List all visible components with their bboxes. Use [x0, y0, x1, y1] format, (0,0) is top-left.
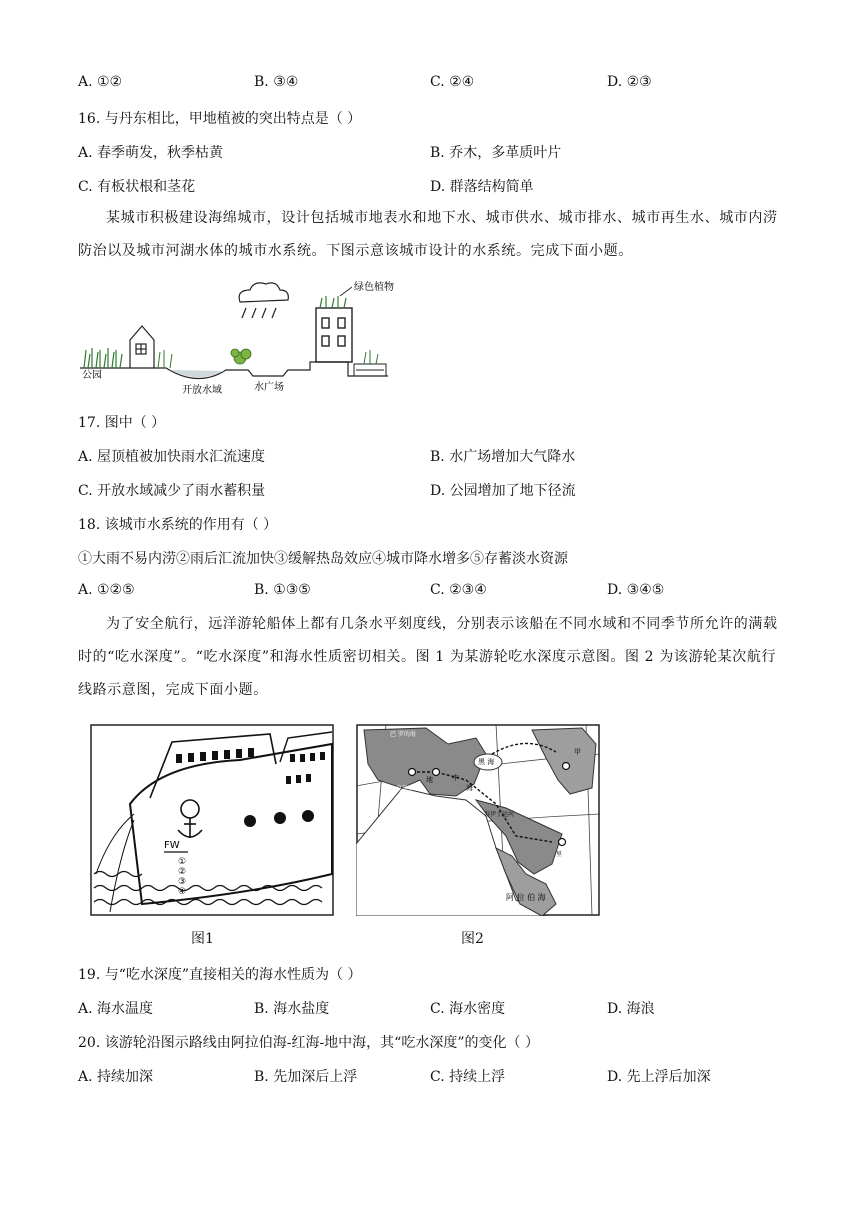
q18-choices: ①大雨不易内涝②雨后汇流加快③缓解热岛效应④城市降水增多⑤存蓄淡水资源	[78, 551, 568, 567]
q17-option-a[interactable]: A. 屋顶植被加快雨水汇流速度	[78, 449, 266, 465]
q16-option-c[interactable]: C. 有板状根和茎花	[78, 179, 196, 195]
q15-option-b[interactable]: B. ③④	[254, 74, 299, 90]
q17-option-b[interactable]: B. 水广场增加大气降水	[430, 449, 576, 465]
q18-stem: 18. 该城市水系统的作用有（ ）	[78, 517, 278, 533]
q18-option-d[interactable]: D. ③④⑤	[607, 582, 665, 598]
label-water-square: 水广场	[254, 382, 284, 393]
label-crimea: 克里亚	[396, 785, 415, 792]
q20-option-b[interactable]: B. 先加深后上浮	[254, 1069, 358, 1085]
q17-option-c[interactable]: C. 开放水域减少了雨水蓄积量	[78, 483, 266, 499]
figure-2-caption: 图2	[461, 931, 484, 947]
sponge-city-intro: 某城市积极建设海绵城市，设计包括城市地表水和地下水、城市供水、城市排水、城市再生水、城市内涝防治以及城市河湖水体的城市水系统。下图示意该城市设计的水系统。完成下面小题。	[78, 210, 778, 259]
label-black-sea: 黑 海	[478, 758, 495, 766]
label-med-a: 地	[426, 776, 433, 784]
cruise-ship-intro: 为了安全航行，远洋游轮船体上都有几条水平刻度线，分别表示该船在不同水域和不同季节所允许的满载时的“吃水深度”。“吃水深度”和海水性质密切相关。图 1 为某游轮吃水深度示意图。图 2 为该游轮某次航行线路示意图，完成下面小题。	[78, 616, 778, 698]
q19-option-b[interactable]: B. 海水盐度	[254, 1001, 330, 1017]
city-water-system-figure	[78, 278, 398, 398]
q15-option-c[interactable]: C. ②④	[430, 74, 475, 90]
q16-option-a[interactable]: A. 春季萌发，秋季枯黄	[78, 145, 224, 161]
label-jia: 甲	[574, 748, 581, 756]
draft-mark-label: FW	[164, 840, 180, 851]
label-open-water: 开放水域	[182, 385, 222, 396]
label-arabian-sea: 阿 拉 伯 海	[506, 893, 546, 902]
q18-option-a[interactable]: A. ①②⑤	[78, 582, 135, 598]
q20-option-a[interactable]: A. 持续加深	[78, 1069, 154, 1085]
figure-1-caption: 图1	[191, 931, 214, 947]
rain-cloud-icon	[239, 283, 288, 318]
route-map-figure	[356, 724, 600, 916]
label-green-plants: 绿色植物	[354, 282, 394, 293]
q20-option-c[interactable]: C. 持续上浮	[430, 1069, 506, 1085]
label-med-b: 中	[452, 774, 459, 782]
ship-draft-figure	[90, 724, 334, 916]
label-park: 公园	[82, 370, 102, 381]
bush-icon	[231, 349, 251, 364]
q16-option-b[interactable]: B. 乔木，多革质叶片	[430, 145, 562, 161]
draft-mark-1: ①	[178, 857, 187, 867]
q17-stem: 17. 图中（ ）	[78, 415, 166, 431]
q19-option-c[interactable]: C. 海水密度	[430, 1001, 506, 1017]
q15-option-a[interactable]: A. ①②	[78, 74, 123, 90]
label-baltic: 巴 罗的海	[390, 731, 416, 738]
label-suez: 苏伊士运河	[484, 811, 515, 818]
q15-option-d[interactable]: D. ②③	[607, 74, 652, 90]
q18-option-c[interactable]: C. ②③④	[430, 582, 487, 598]
draft-mark-3: ③	[178, 877, 187, 887]
q19-stem: 19. 与“吃水深度”直接相关的海水性质为（ ）	[78, 967, 362, 983]
q16-option-d[interactable]: D. 群落结构简单	[430, 179, 534, 195]
q20-option-d[interactable]: D. 先上浮后加深	[607, 1069, 711, 1085]
q19-option-d[interactable]: D. 海浪	[607, 1001, 655, 1017]
draft-mark-2: ②	[178, 867, 187, 877]
q17-option-d[interactable]: D. 公园增加了地下径流	[430, 483, 576, 499]
label-med-c: 海	[466, 784, 473, 792]
q20-stem: 20. 该游轮沿图示路线由阿拉伯海-红海-地中海，其“吃水深度”的变化（ ）	[78, 1035, 539, 1051]
building-icon	[316, 308, 352, 362]
house-icon	[130, 326, 154, 368]
park-grass-icon	[84, 348, 122, 368]
draft-mark-4: ④	[178, 887, 187, 897]
roof-plants-icon	[320, 296, 346, 308]
label-bay: 里	[556, 851, 563, 858]
q16-stem: 16. 与丹东相比，甲地植被的突出特点是（ ）	[78, 111, 362, 127]
q19-option-a[interactable]: A. 海水温度	[78, 1001, 154, 1017]
q18-option-b[interactable]: B. ①③⑤	[254, 582, 311, 598]
